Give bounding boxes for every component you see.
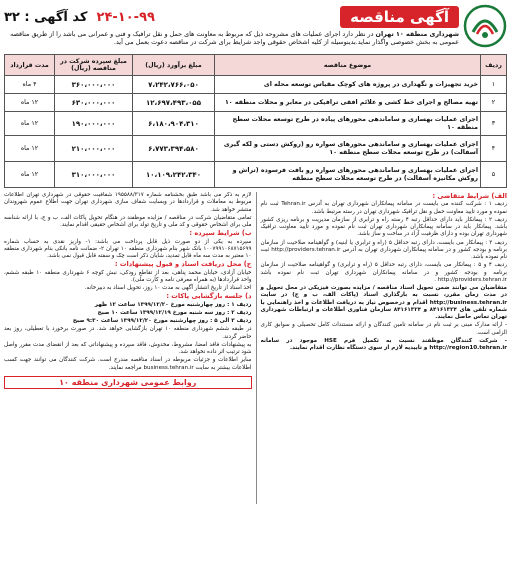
cell-deposit: ۱۹۰،۰۰۰،۰۰۰ (55, 112, 133, 136)
section-title-documents-location: ج) محل دریافت اسناد و قبول پیشنهادات : (114, 260, 252, 269)
condition-row-4-5: ردیف ۴ و ۵ : پیمانکار می بایست، دارای رتبه حداقل ۵ (راه و ترابری) و گواهینامه صلاحیت از سازمان برنامه و بودجه کشور و در سامانه پیمانکاران شهرداری تهران ثبت نام نموده باشد http://providers.tehran.ir . (260, 262, 507, 283)
cell-row-number: ۲ (481, 94, 507, 112)
header-subject: موضوع مناقصه (215, 55, 481, 76)
cell-estimate: ۱۲،۶۹۷،۴۹۳،۰۵۵ (133, 94, 215, 112)
section-title-deposit: ب) شرایط سپرده : (189, 229, 252, 238)
cell-duration: ۱۲ ماه (5, 136, 55, 162)
cell-estimate: ۶،۷۷۳،۳۹۴،۵۸۰ (133, 136, 215, 162)
tender-ad (4, 4, 507, 572)
opening-location-note: در طبقه ششم شهرداری منطقه ۱۰ تهران بازگشایی خواهد شد. در صورت برخورد با تعطیلی، روز بعد حاضر گردند. (4, 326, 252, 340)
section-title-opening: د) جلسه بازگشایی پاکات : (166, 292, 252, 301)
cell-row-number: ۵ (481, 162, 507, 188)
cell-subject: اجرای عملیات بهسازی و ساماندهی محورهای سواره رو (روکش دستی و لکه گیری آسفالت) در طرح توسعه محلات سطح منطقه ۱۰ (215, 136, 481, 162)
cell-duration: ۱۲ ماه (5, 112, 55, 136)
cell-deposit: ۳۱۰،۰۰۰،۰۰۰ (55, 162, 133, 188)
cell-duration: ۱۲ ماه (5, 162, 55, 188)
documents-address: خیابان آزادی، خیابان محمد پناهی، بعد از تقاطع رودکی، نبش کوچه ۶ شهرداری منطقه ۱۰ طبقه ششم، واحد قراردادها (به همراه معرفی نامه و کارت ملی). (4, 269, 252, 283)
invalid-bids-note: به پیشنهادات فاقد امضا، مشروط، مخدوش، فاقد سپرده و پیشنهاداتی که بعد از انقضای مدت مقرر واصل شود ترتیب اثر داده نخواهد شد. (4, 341, 252, 355)
opening-row-3-5: ردیف ۳ الی ۵ : روز چهارشنبه مورخ ۱۳۹۹/۱۲/۲۰ ساعت ۹:۳۰ صبح (72, 318, 252, 324)
cell-subject: اجرای عملیات بهسازی و ساماندهی محورهای پیاده در طرح توسعه محلات سطح منطقه ۱۰ (215, 112, 481, 136)
ad-code-label: کد آگهی : ۳۲ (4, 9, 88, 25)
opening-row-1: ردیف ۱ : روز چهارشنبه مورخ ۱۳۹۹/۱۲/۲۰ ساعت ۱۲ ظهر (94, 301, 252, 308)
tehran-municipality-logo-icon (463, 4, 507, 48)
tender-items-table (4, 54, 507, 188)
ad-code (4, 10, 155, 25)
opening-row-2: ردیف ۲ : روز سه شنبه مورخ ۱۳۹۹/۱۲/۱۹ ساعت ۱۰ صبح (97, 309, 252, 316)
ad-title: آگهی مناقصه (340, 6, 459, 28)
table-row (5, 136, 507, 162)
cell-row-number: ۴ (481, 136, 507, 162)
cell-estimate: ۶،۱۸۰،۹۰۴،۳۱۰ (133, 112, 215, 136)
table-row (5, 76, 507, 94)
condition-upload-note: متقاضیان می توانند ضمن تحویل اسناد مناقصه / مزایده بصورت فیزیکی در محل تحویل و در مدت زمان مقرر، نسبت به بارگذاری اسناد (پاکات الف، ب و ج) در سایت http://business.tehran.ir اقدام و درخصوص نیاز به دریافت اطلاعات و اخذ راهنمایی با شماره تلفن های ۸۴۱۶۱۳۲۴ و ۸۴۱۶۱۳۲۴ سازمان فناوری اطلاعات و ارتباطات شهرداری تهران تماس حاصل نمایند. (260, 285, 507, 320)
table-row (5, 162, 507, 188)
header-deposit: مبلغ سپرده شرکت در مناقصه (ریال) (55, 55, 133, 76)
cell-subject: تهیه مصالح و اجرای خط کشی و علائم افقی ترافیکی در معابر و محلات منطقه ۱۰ (215, 94, 481, 112)
ad-number: ۲۴-۱۰-۹۹ (96, 9, 155, 25)
documents-deadline: اخذ اسناد از تاریخ انتشار آگهی به مدت ۱۰ روز، تحویل اسناد به دبیرخانه. (84, 285, 252, 291)
cell-duration: ۴ ماه (5, 76, 55, 94)
cell-row-number: ۱ (481, 76, 507, 94)
cell-subject: اجرای عملیات بهسازی و ساماندهی محورهای سواره رو بافت فرسوده (تراش و روکش مکانیزه آسفالت) در طرح توسعه محلات سطح منطقه (215, 162, 481, 188)
condition-row-3: ردیف ۳ : پیمانکار می بایست، دارای رتبه حداقل ۵ (راه و ترابری یا ابنیه) و گواهینامه صلاحیت از سازمان برنامه و بودجه کشور و در سامانه پیمانکاران شهرداری تهران به آدرس http://providers.tehran.ir ثبت نام نموده باشد. (260, 239, 507, 260)
org-name: شهرداری منطقه ۱۰ تهران (375, 30, 459, 38)
intro-text (4, 30, 459, 46)
cell-row-number: ۳ (481, 112, 507, 136)
header-row-number: ردیف (481, 55, 507, 76)
conditions-section (4, 192, 507, 504)
condition-row-2: ردیف ۲ : پیمانکار باید دارای حداقل رتبه ۴ رسته راه و ترابری از سازمان مدیریت و برنامه ریزی کشور باشد. پیمانکار باید در سامانه پیمانکاران شهرداری تهران ثبت نام نموده و مورد تایید معاونت ترافیک شهرداری تهران بوده و دارای ظرفیت آزاد در ساخت و ساز باشد. (260, 216, 507, 238)
table-header-row (5, 55, 507, 76)
cell-deposit: ۳۶۰،۰۰۰،۰۰۰ (55, 76, 133, 94)
cell-subject: خرید تجهیزات و نگهداری در پروژه های کوچک مقیاس توسعه محله ای (215, 76, 481, 94)
section-title-applicant: الف) شرایط متقاضی : (432, 192, 507, 200)
header-duration: مدت قرارداد (5, 55, 55, 76)
cell-deposit: ۲۱۰،۰۰۰،۰۰۰ (55, 136, 133, 162)
more-info-note: سایر اطلاعات و جزئیات مربوطه در اسناد مناقصه مندرج است. شرکت کنندگان می توانند جهت کسب اطلاعات بیشتر به سایت business.tehran.ir مراجعه نمایند. (4, 357, 252, 371)
transparency-note: لازم به ذکر می باشد طبق بخشنامه شماره ۱۹۵۵۸۸/۳۱۷ شفافیت حقوقی در شهرداری تهران اطلاعات مربوط به معاملات و قراردادها در وبسایت شفاف سازی شهرداری تهران جهت اطلاع عموم شهروندان منتشر خواهد شد. (4, 192, 252, 213)
condition-registration-note: - ارائه مدارک مبنی بر ثبت نام در سامانه تامین کنندگان و ارائه مستندات کامل تحصیلی و سوابق کاری الزامی است. (260, 322, 507, 336)
title-bar (4, 6, 459, 28)
ad-header (4, 4, 507, 52)
conditions-right-column (256, 192, 508, 504)
intro-body: در نظر دارد اجرای عملیات های مشروحه ذیل که مربوط به معاونت های حمل و نقل ترافیک و فنی و عمرانی می باشد را از طریق مناقصه عمومی به بخش خصوصی واگذار نماید.بدینوسیله از کلیه اشخاص حقوقی واجد شرایط برای شرکت در مناقصه دعوت بعمل می آید. (10, 30, 459, 47)
header-estimate: مبلغ برآورد (ریال) (133, 55, 215, 76)
national-id-note: تمامی متقاضیان شرکت در مناقصه / مزایده موظفند در هنگام تحویل پاکات الف، ب و ج، با ارائه شناسه ملی برای اشخاص حقوقی و کد ملی و تاریخ تولد برای اشخاص حقیقی اقدام نمایند. (4, 214, 252, 228)
deposit-conditions: سپرده به یکی از دو صورت ذیل قابل پرداخت می باشد: ۱- واریز نقدی به حساب شماره ۱۰۰۷۹۹۱۰۶۸۷۱۵۶۹۹ بانک شهر بنام شهرداری منطقه ۱۰ تهران ۲- ضمانت نامه بانکی بنام شهرداری منطقه ۱۰ معتبر به مدت سه ماه قابل تمدید، شایان ذکر است چک و سفته قابل قبول نمی باشد. (4, 238, 252, 259)
condition-hse-note: - شرکت کنندگان موظفند نسبت به تکمیل فرم HSE موجود در سامانه http://region10.tehran.ir و تاییدیه لازم از سوی دستگاه نظارت اقدام نمایند. (260, 337, 507, 351)
table-row (5, 94, 507, 112)
conditions-left-column (4, 192, 256, 504)
cell-estimate: ۷،۲۴۲،۷۶۶،۰۵۰ (133, 76, 215, 94)
cell-duration: ۱۲ ماه (5, 94, 55, 112)
cell-estimate: ۱۰،۱۰۹،۲۴۲،۳۴۰ (133, 162, 215, 188)
table-row (5, 112, 507, 136)
public-relations-signature: روابط عمومی شهرداری منطقه ۱۰ (4, 376, 252, 389)
condition-row-1: ردیف ۱ : شرکت کننده می بایست در سامانه پیمانکاران شهرداری تهران به آدرس Tehran.ir ثبت نام نموده و مورد تایید معاونت حمل و نقل ترافیک شهرداری تهران در رسته مرتبط باشد. (260, 201, 507, 215)
cell-deposit: ۶۳۰،۰۰۰،۰۰۰ (55, 94, 133, 112)
